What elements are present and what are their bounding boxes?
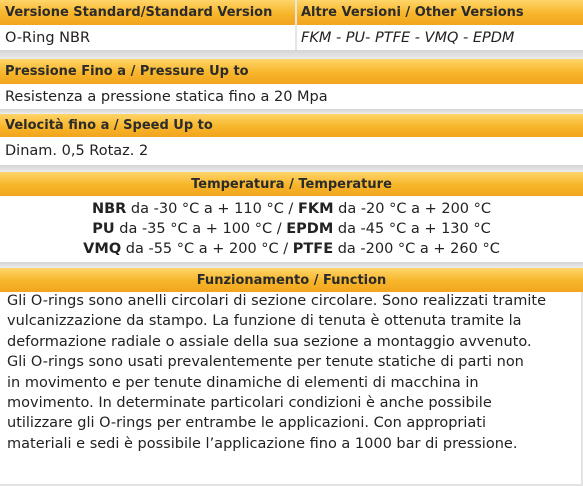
other-versions-header-label: Altre Versioni / Other Versions [301, 5, 524, 20]
standard-version-header [0, 0, 295, 25]
other-versions-cell [297, 25, 583, 50]
material-name: EPDM [286, 221, 334, 237]
pressure-header-label: Pressione Fino a / Pressure Up to [5, 64, 249, 79]
function-text-line: in movimento e per tenute dinamiche di elementi di macchina in [7, 374, 479, 391]
pressure-value: Resistenza a pressione statica fino a 20 Mpa [5, 88, 328, 105]
material-name: FKM [297, 201, 334, 217]
row-separator [0, 165, 583, 172]
temperature-header [0, 172, 583, 196]
row-separator [0, 50, 583, 59]
pressure-header [0, 59, 583, 84]
function-description [7, 291, 582, 454]
temperature-range: da -55 °C a + 200 °C / [121, 241, 293, 257]
temperature-ranges [0, 199, 583, 259]
function-text-line: Gli O-rings sono usati prevalentemente per tenute statiche di parti non [7, 354, 524, 371]
material-name: PTFE [292, 241, 334, 257]
standard-version-cell [0, 25, 295, 50]
speed-header-label: Velocità fino a / Speed Up to [5, 118, 213, 133]
temperature-range: da -20 °C a + 200 °C [333, 201, 492, 217]
temperature-row [0, 219, 583, 239]
function-header-label: Funzionamento / Function [196, 272, 387, 288]
temperature-range: da -30 °C a + 110 °C / [126, 201, 298, 217]
function-text-line: materiali e sedi è possibile l’applicazione fino a 1000 bar di pressione. [7, 435, 518, 452]
other-versions-header [297, 0, 583, 25]
function-text-line: deformazione radiale o assiale della sua sezione a montaggio avvenuto. [7, 333, 532, 350]
function-text-line: Gli O-rings sono anelli circolari di sezione circolare. Sono realizzati tramite [7, 293, 546, 309]
other-versions-value: FKM - PU- PTFE - VMQ - EPDM [301, 29, 515, 46]
function-header [0, 268, 583, 292]
temperature-range: da -200 °C a + 260 °C [333, 241, 500, 257]
temperature-range: da -45 °C a + 130 °C [333, 221, 491, 237]
function-text-line: utilizzare gli O-rings per entrambe le applicazioni. Con appropriati [7, 415, 487, 432]
speed-cell [0, 137, 583, 165]
temperature-row [0, 199, 583, 219]
function-text-line: movimento. In determinate particolari condizioni è anche possibile [7, 395, 492, 412]
temperature-header-label: Temperatura / Temperature [191, 176, 392, 192]
temperature-range: da -35 °C a + 100 °C / [114, 221, 287, 237]
speed-header [0, 114, 583, 137]
standard-version-value: O-Ring NBR [5, 29, 91, 46]
speed-value: Dinam. 0,5 Rotaz. 2 [5, 143, 149, 159]
pressure-cell [0, 84, 583, 109]
material-name: PU [92, 221, 115, 237]
temperature-row [0, 239, 583, 259]
standard-version-header-label: Versione Standard/Standard Version [5, 5, 273, 20]
material-name: VMQ [83, 241, 122, 257]
function-text-line: vulcanizzazione da stampo. La funzione di tenuta è ottenuta tramite la [7, 313, 522, 330]
material-name: NBR [91, 201, 127, 217]
